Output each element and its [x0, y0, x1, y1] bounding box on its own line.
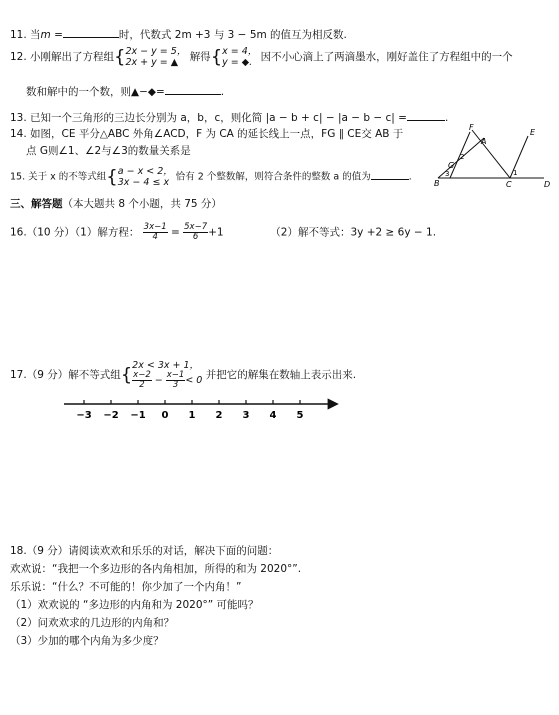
number-line-tick-label: −2: [103, 410, 119, 421]
q17-f1-denominator: 2: [139, 380, 145, 390]
number-line-tick-label: 3: [242, 410, 250, 421]
question-18-sub1: [10, 598, 259, 612]
q12-sol1: x = 4，: [222, 46, 258, 57]
q18-huanhuan-says: 欢欢说：“我把一个多边形的各内角相加，所得的和为 2020°”.: [10, 563, 302, 575]
q11-answer-blank: [63, 27, 119, 38]
q14-line1: 14. 如图，CE 平分△ABC 外角∠ACD，F 为 CA 的延长线上一点，FG ∥ CE交 AB 于: [10, 128, 404, 140]
q11-variable: m =: [40, 29, 63, 41]
q15-inequality-system: { a − x < 2， 3x − 4 ≤ x: [106, 166, 173, 188]
number-line-tick-label: 4: [269, 410, 277, 421]
q15-prefix: 15. 关于 x 的不等式组: [10, 171, 107, 183]
question-18-lele: [10, 580, 241, 594]
label-angle3: 3: [445, 170, 450, 178]
q17-fraction-1: [132, 371, 152, 390]
q12-mid: 解得: [189, 51, 211, 63]
q16-f1-numerator: 3x−1: [143, 222, 167, 232]
q12-eq2: 2x + y = ▲: [125, 57, 179, 68]
question-18-sub2: [10, 616, 174, 630]
q17-minus: −: [154, 375, 163, 386]
question-17: [10, 360, 356, 390]
q12-prefix: 12. 小刚解出了方程组: [10, 51, 115, 63]
label-C: C: [506, 180, 512, 189]
question-18-huanhuan: [10, 562, 301, 576]
number-line-tick-label: 5: [296, 410, 304, 421]
number-line-tick-label: 0: [161, 410, 169, 421]
section-3-title: 三、解答题: [10, 198, 63, 210]
q17-eq1: 2x < 3x + 1，: [132, 360, 200, 371]
question-18-heading: [10, 544, 278, 558]
section-3-note: （本大题共 8 个小题，共 75 分）: [62, 198, 222, 210]
question-11: [10, 27, 347, 42]
q17-f1-numerator: x−2: [133, 370, 151, 380]
q16-fraction-2: [183, 223, 208, 242]
q16-fraction-1: [143, 223, 168, 242]
question-12: [10, 46, 513, 68]
label-angle2: 2: [460, 153, 465, 161]
q15-end: .: [408, 171, 412, 183]
question-14: [10, 127, 403, 141]
q12-end: .: [220, 86, 225, 98]
q18-subquestion-2: （2）问欢欢求的几边形的内角和？: [10, 617, 175, 629]
question-14-line2: [26, 144, 191, 158]
q17-inequality-system: { 2x < 3x + 1， $\frac{x-2}{2}$ − $\frac{x-1}{3}$ < 0: [120, 360, 203, 390]
number-line-tick-label: −3: [76, 410, 92, 421]
label-B: B: [434, 179, 440, 188]
geometry-figure: [432, 124, 554, 190]
q15-eq2: 3x − 4 ≤ x: [117, 177, 170, 188]
q12-eq1: 2x − y = 5，: [125, 46, 187, 57]
question-18-sub3: [10, 634, 164, 648]
q16-equals: =: [170, 226, 180, 239]
q16-f2-denominator: 6: [192, 232, 199, 242]
q11-prefix: 11. 当: [10, 29, 41, 41]
q15-text: 恰有 2 个整数解，则符合条件的整数 a 的值为: [175, 171, 371, 183]
q17-f2-numerator: x−1: [166, 370, 185, 380]
label-F: F: [469, 124, 474, 132]
question-15: [10, 166, 412, 188]
label-A: A: [481, 137, 487, 146]
number-line: [62, 396, 342, 426]
q16-f1-denominator: 4: [152, 232, 158, 242]
q18-heading: 18.（9 分）请阅读欢欢和乐乐的对话，解决下面的问题：: [10, 545, 279, 557]
q13-end: .: [444, 112, 449, 124]
q12-text: 因不小心滴上了两滴墨水，刚好盖住了方程组中的一个: [260, 51, 513, 63]
number-line-tick-label: 2: [215, 410, 223, 421]
label-angle1: 1: [513, 169, 518, 177]
q14-line2: 点 G则∠1、∠2与∠3的数量关系是: [26, 145, 191, 157]
question-13: [10, 110, 448, 125]
q18-lele-says: 乐乐说：“什么？不可能的！你少加了一个内角！”: [10, 581, 242, 593]
q12-line2: 数和解中的一个数，则▲−◆=: [26, 86, 165, 98]
q16-part2: （2）解不等式：3y +2 ≥ 6y − 1.: [270, 226, 437, 239]
q13-answer-blank: [407, 110, 445, 121]
section-3-heading: [10, 197, 222, 211]
number-line-tick-label: −1: [130, 410, 146, 421]
label-D: D: [544, 180, 551, 189]
q18-subquestion-1: （1）欢欢说的 “多边形的内角和为 2020°” 可能吗？: [10, 599, 259, 611]
q17-fraction-2: [166, 371, 186, 390]
question-12-line2: [26, 84, 224, 99]
q15-answer-blank: [371, 169, 409, 180]
q13-text: 13. 已知一个三角形的三边长分别为 a，b，c，则化简 |a − b + c| − |a − b − c| =: [10, 112, 407, 124]
q12-equation-system: { 2x − y = 5， 2x + y = ▲: [114, 46, 187, 68]
q12-answer-blank: [165, 84, 221, 95]
q16-plus-one: +1: [208, 226, 224, 239]
line-cf: [472, 130, 510, 178]
q16-f2-numerator: 5x−7: [184, 222, 208, 232]
label-E: E: [530, 128, 536, 137]
q17-f2-denominator: 3: [172, 380, 179, 390]
q17-prefix: 17.（9 分）解不等式组: [10, 369, 121, 381]
question-16: [10, 223, 436, 242]
q12-sol2: y = ◆.: [222, 57, 253, 68]
label-G: G: [448, 161, 455, 170]
q16-prefix: 16.（10 分）（1）解方程：: [10, 226, 140, 239]
q17-text: 并把它的解集在数轴上表示出来.: [205, 369, 357, 381]
q18-subquestion-3: （3）少加的哪个内角为多少度？: [10, 635, 164, 647]
q17-less-than: < 0: [185, 375, 203, 386]
q15-eq1: a − x < 2，: [117, 166, 173, 177]
number-line-tick-label: 1: [188, 410, 196, 421]
q11-text: 时，代数式 2m +3 与 3 − 5m 的值互为相反数.: [118, 29, 347, 41]
q12-solution-system: { x = 4， y = ◆.: [210, 46, 258, 68]
